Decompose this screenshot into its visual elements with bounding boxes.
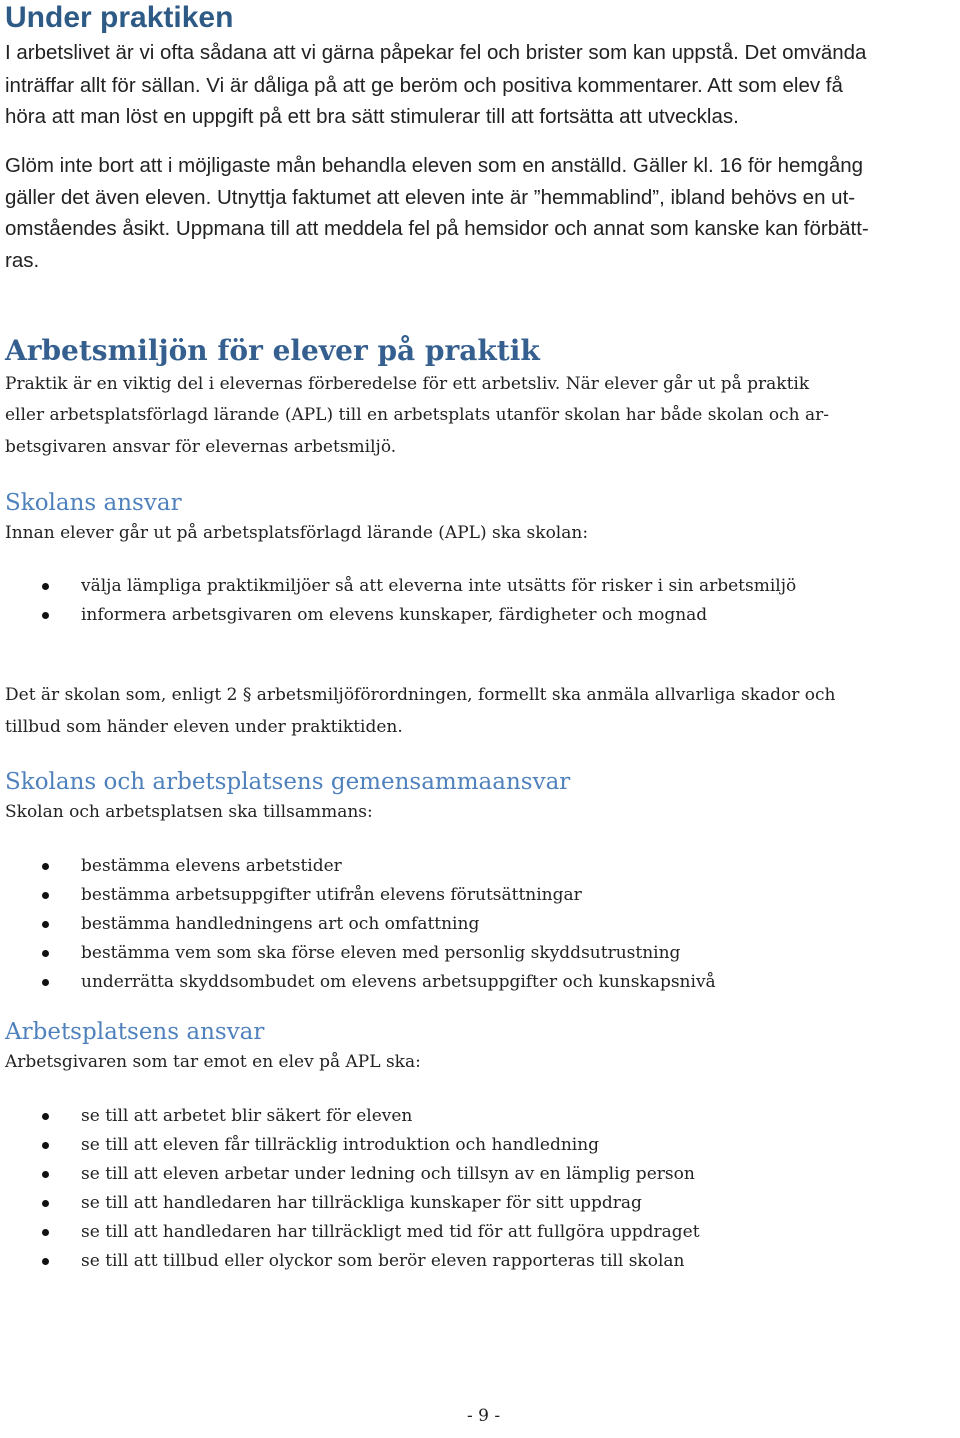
list-item: underrätta skyddsombudet om elevens arbetsuppgifter och kunskapsnivå [5,968,716,997]
bullet-icon [42,1113,49,1120]
bullet-icon [42,979,49,986]
list-item: bestämma vem som ska förse eleven med personlig skyddsutrustning [5,939,716,968]
paragraph-line: I arbetslivet är vi ofta sådana att vi gärna påpekar fel och brister som kan uppstå. Det omvända [5,41,867,64]
bullet-icon [42,1171,49,1178]
bullet-list-gemensamt [5,852,716,997]
bullet-list-skolans-ansvar [5,572,796,630]
bullet-icon [42,1229,49,1236]
paragraph-line: höra att man löst en uppgift på ett bra sätt stimulerar till att fortsätta att utvecklas. [5,105,739,128]
list-item: bestämma elevens arbetstider [5,852,716,881]
list-item: informera arbetsgivaren om elevens kunskaper, färdigheter och mognad [5,601,796,630]
list-item: se till att handledaren har tillräckligt med tid för att fullgöra uppdraget [5,1218,700,1247]
paragraph-line: ras. [5,249,40,272]
heading-under-praktiken: Under praktiken [5,1,234,34]
paragraph-line: eller arbetsplatsförlagd lärande (APL) till en arbetsplats utanför skolan har både skolan och ar- [5,405,830,425]
list-item: välja lämpliga praktikmiljöer så att eleverna inte utsätts för risker i sin arbetsmiljö [5,572,796,601]
paragraph-line: Praktik är en viktig del i elevernas förberedelse för ett arbetsliv. När elever går ut på praktik [5,374,810,394]
bullet-icon [42,1200,49,1207]
heading-arbetsmiljon: Arbetsmiljön för elever på praktik [5,334,540,367]
paragraph-line: betsgivaren ansvar för elevernas arbetsmiljö. [5,437,397,457]
page-number: - 9 - [467,1406,501,1426]
bullet-icon [42,583,49,590]
list-item: bestämma arbetsuppgifter utifrån elevens förutsättningar [5,881,716,910]
paragraph-line: Glöm inte bort att i möjligaste mån behandla eleven som en anställd. Gäller kl. 16 för hemgång [5,154,864,177]
bullet-icon [42,863,49,870]
bullet-icon [42,892,49,899]
heading-arbetsplatsens-ansvar: Arbetsplatsens ansvar [5,1019,265,1045]
list-item: se till att eleven får tillräcklig introduktion och handledning [5,1131,700,1160]
paragraph-line: Det är skolan som, enligt 2 § arbetsmiljöförordningen, formellt ska anmäla allvarliga skador och [5,685,836,705]
list-intro: Innan elever går ut på arbetsplatsförlagd lärande (APL) ska skolan: [5,523,589,543]
list-intro: Skolan och arbetsplatsen ska tillsammans: [5,802,373,822]
bullet-icon [42,1258,49,1265]
paragraph-line: gäller det även eleven. Utnyttja faktumet att eleven inte är ”hemmablind”, ibland behövs en ut- [5,186,856,209]
bullet-icon [42,1142,49,1149]
list-item: se till att eleven arbetar under ledning och tillsyn av en lämplig person [5,1160,700,1189]
bullet-icon [42,612,49,619]
list-item: se till att tillbud eller olyckor som berör eleven rapporteras till skolan [5,1247,700,1276]
heading-skolans-ansvar: Skolans ansvar [5,490,182,516]
heading-gemensamt-ansvar: Skolans och arbetsplatsens gemensammaansvar [5,769,571,795]
paragraph-line: inträffar allt för sällan. Vi är dåliga på att ge beröm och positiva kommentarer. Att som elev få [5,74,843,97]
bullet-icon [42,950,49,957]
bullet-list-arbetsplatsens-ansvar [5,1102,700,1276]
list-item: se till att handledaren har tillräckliga kunskaper för sitt uppdrag [5,1189,700,1218]
list-intro: Arbetsgivaren som tar emot en elev på APL ska: [5,1052,421,1072]
paragraph-line: omståendes åsikt. Uppmana till att meddela fel på hemsidor och annat som kanske kan förbätt- [5,217,869,240]
list-item: se till att arbetet blir säkert för eleven [5,1102,700,1131]
bullet-icon [42,921,49,928]
paragraph-line: tillbud som händer eleven under praktiktiden. [5,717,403,737]
list-item: bestämma handledningens art och omfattning [5,910,716,939]
